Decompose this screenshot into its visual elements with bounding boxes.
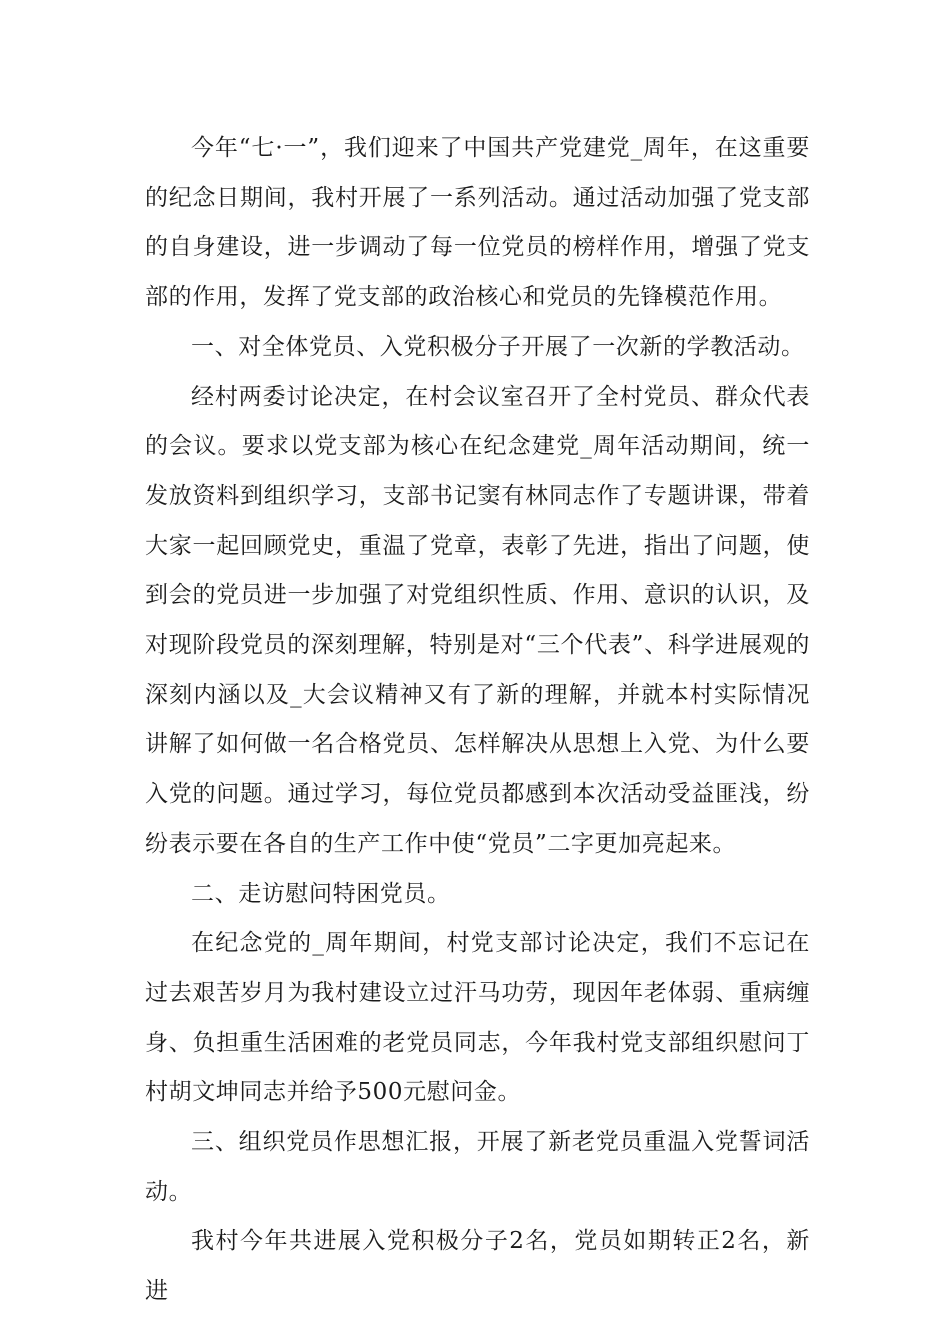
section-heading-3: 三、组织党员作思想汇报，开展了新老党员重温入党誓词活动。 bbox=[145, 1129, 810, 1205]
section-heading-2: 二、走访慰问特困党员。 bbox=[191, 880, 451, 907]
section-2-paragraph: 在纪念党的_周年期间，村党支部讨论决定，我们不忘记在过去艰苦岁月为我村建设立过汗马功劳，现因年老体弱、重病缠身、负担重生活困难的老党员同志，今年我村党支部组织慰问丁村胡文坤同志并给予500元慰问金。 bbox=[145, 930, 810, 1106]
section-1-paragraph: 经村两委讨论决定，在村会议室召开了全村党员、群众代表的会议。要求以党支部为核心在纪念建党_周年活动期间，统一发放资料到组织学习，支部书记窦有林同志作了专题讲课，带着大家一起回顾党史，重温了党章，表彰了先进，指出了问题，使到会的党员进一步加强了对党组织性质、作用、意识的认识，及对现阶段党员的深刻理解，特别是对“三个代表”、科学进展观的深刻内涵以及_大会议精神又有了新的理解，并就本村实际情况讲解了如何做一名合格党员、怎样解决从思想上入党、为什么要入党的问题。通过学习，每位党员都感到本次活动受益匪浅，纷纷表示要在各自的生产工作中使“党员”二字更加亮起来。 bbox=[145, 383, 810, 857]
section-heading-1: 一、对全体党员、入党积极分子开展了一次新的学教活动。 bbox=[191, 333, 805, 360]
intro-paragraph: 今年“七·一”，我们迎来了中国共产党建党_周年，在这重要的纪念日期间，我村开展了一系列活动。通过活动加强了党支部的自身建设，进一步调动了每一位党员的榜样作用，增强了党支部的作用，发挥了党支部的政治核心和党员的先锋模范作用。 bbox=[145, 135, 810, 311]
section-3-paragraph: 我村今年共进展入党积极分子2名，党员如期转正2名，新进 bbox=[145, 1228, 810, 1305]
document-body bbox=[145, 124, 810, 1317]
